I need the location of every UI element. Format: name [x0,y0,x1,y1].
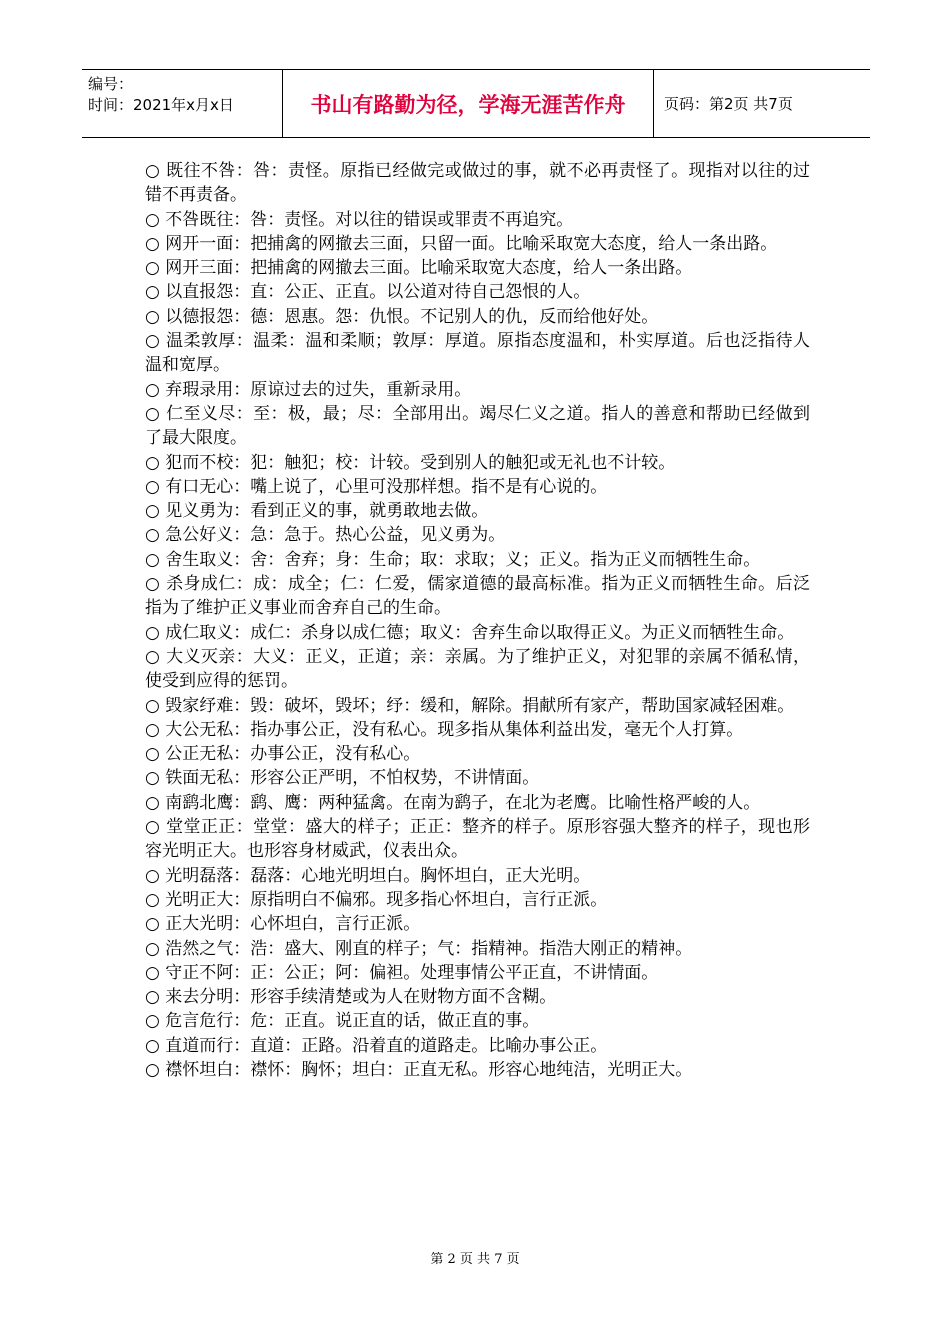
idiom-entry: ○ 见义勇为：看到正义的事，就勇敢地去做。 [145,501,489,522]
idiom-entry: ○ 弃瑕录用：原谅过去的过失，重新录用。 [145,379,472,400]
idiom-entry: ○ 大公无私：指办事公正，没有私心。现多指从集体利益出发，毫无个人打算。 [145,719,744,740]
idiom-entry: ○ 舍生取义：舍：舍弃；身：生命；取：求取；义；正义。指为正义而牺牲生命。 [145,549,761,570]
header-meta [82,70,283,137]
idiom-entry: ○ 网开一面：把捕禽的网撤去三面，只留一面。比喻采取宽大态度，给人一条出路。 [145,233,778,254]
idiom-entry: ○ 既往不咎：咎：责怪。原指已经做完或做过的事，就不必再责怪了。现指对以往的过错不再责备。 [145,161,810,206]
idiom-entry: ○ 光明磊落：磊落：心地光明坦白。胸怀坦白，正大光明。 [145,865,591,886]
idiom-entry: ○ 以德报怨：德：恩惠。怨：仇恨。不记别人的仇，反而给他好处。 [145,306,659,327]
idiom-entry: ○ 南鹞北鹰：鹞、鹰：两种猛禽。在南为鹞子，在北为老鹰。比喻性格严峻的人。 [145,792,761,813]
idiom-entry: ○ 正大光明：心怀坦白，言行正派。 [145,914,421,935]
idiom-entry: ○ 有口无心：嘴上说了，心里可没那样想。指不是有心说的。 [145,476,608,497]
idiom-entry: ○ 公正无私：办事公正，没有私心。 [145,744,421,765]
header-motto: 书山有路勤为径，学海无涯苦作舟 [283,70,654,137]
idiom-entry: ○ 不咎既往：咎：责怪。对以往的错误或罪责不再追究。 [145,209,574,230]
idiom-entry: ○ 仁至义尽：至：极，最；尽：全部用出。竭尽仁义之道。指人的善意和帮助已经做到了最大限度。 [145,403,810,449]
idiom-entry: ○ 铁面无私：形容公正严明，不怕权势，不讲情面。 [145,768,540,789]
idiom-entry: ○ 以直报怨：直：公正、正直。以公道对待自己怨恨的人。 [145,282,591,303]
idiom-entry: ○ 网开三面：把捕禽的网撤去三面。比喻采取宽大态度，给人一条出路。 [145,258,693,279]
idiom-entry: ○ 浩然之气：浩：盛大、刚直的样子；气：指精神。指浩大刚正的精神。 [145,938,693,959]
idiom-list [145,159,810,1082]
idiom-entry: ○ 襟怀坦白：襟怀：胸怀；坦白：正直无私。形容心地纯洁，光明正大。 [145,1059,693,1080]
page-footer: 第 2 页 共 7 页 [430,1252,520,1267]
idiom-entry: ○ 光明正大：原指明白不偏邪。现多指心怀坦白，言行正派。 [145,889,608,910]
idiom-entry: ○ 大义灭亲：大义：正义，正道；亲：亲属。为了维护正义，对犯罪的亲属不循私情，使受到应得的惩罚。 [145,646,810,692]
idiom-entry: ○ 成仁取义：成仁：杀身以成仁德；取义：舍弃生命以取得正义。为正义而牺牲生命。 [145,622,795,643]
page-header [82,69,870,138]
idiom-entry: ○ 守正不阿：正：公正；阿：偏袒。处理事情公平正直，不讲情面。 [145,962,659,983]
idiom-entry: ○ 杀身成仁：成：成全；仁：仁爱，儒家道德的最高标准。指为正义而牺牲生命。后泛指为了维护正义事业而舍弃自己的生命。 [145,574,810,619]
header-page-info: 页码：第2页 共7页 [664,95,793,113]
idiom-entry: ○ 来去分明：形容手续清楚或为人在财物方面不含糊。 [145,987,557,1008]
idiom-entry: ○ 堂堂正正：堂堂：盛大的样子；正正：整齐的样子。原形容强大整齐的样子，现也形容光明正大。也形容身材威武，仪表出众。 [145,817,810,862]
idiom-entry: ○ 急公好义：急：急于。热心公益，见义勇为。 [145,525,506,546]
idiom-entry: ○ 毁家纾难：毁：破坏，毁坏；纾：缓和，解除。捐献所有家产，帮助国家减轻困难。 [145,695,795,716]
time-label: 时间：2021年x月x日 [88,96,234,114]
idiom-entry: ○ 危言危行：危：正直。说正直的话，做正直的事。 [145,1011,540,1032]
idiom-entry: ○ 温柔敦厚：温柔：温和柔顺；敦厚：厚道。原指态度温和，朴实厚道。后也泛指待人温和宽厚。 [145,331,810,376]
idiom-entry: ○ 犯而不校：犯：触犯；校：计较。受到别人的触犯或无礼也不计较。 [145,452,676,473]
number-label: 编号： [88,75,134,93]
idiom-entry: ○ 直道而行：直道：正路。沿着直的道路走。比喻办事公正。 [145,1035,608,1056]
